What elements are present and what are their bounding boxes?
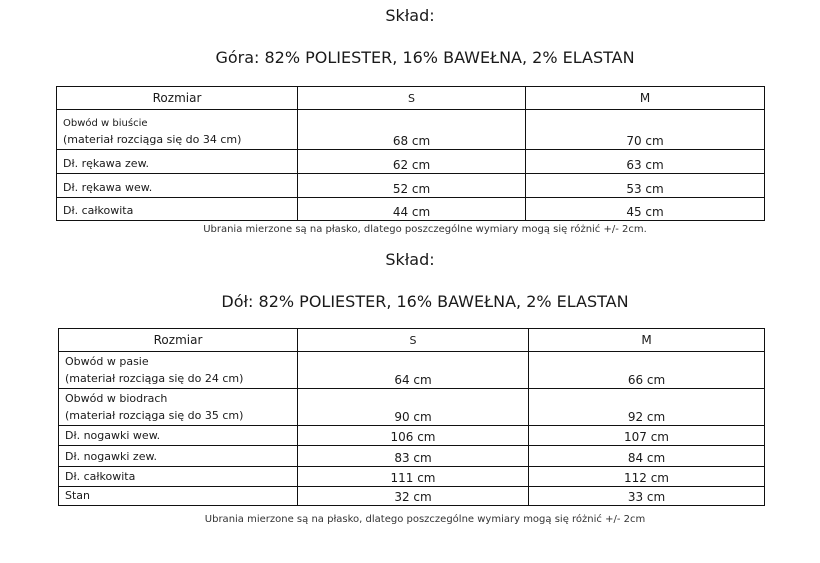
cell-s: 62 cm xyxy=(298,150,526,174)
table-row xyxy=(59,467,765,487)
top-heading: Skład: xyxy=(385,6,435,25)
row-label: Dł. rękawa wew. xyxy=(57,174,298,198)
cell-s: 68 cm xyxy=(298,110,526,150)
cell-s: 44 cm xyxy=(298,198,526,221)
row-label-line1: Obwód w biuście xyxy=(63,118,148,129)
column-header-s: S xyxy=(298,329,529,352)
row-label xyxy=(59,352,298,389)
table-row xyxy=(59,446,765,467)
column-header-size: Rozmiar xyxy=(59,329,298,352)
column-header-size: Rozmiar xyxy=(57,87,298,110)
cell-m: 66 cm xyxy=(529,352,765,389)
row-label: Dł. nogawki zew. xyxy=(59,446,298,467)
row-label: Dł. całkowita xyxy=(57,198,298,221)
table-header-row xyxy=(57,87,765,110)
cell-m: 45 cm xyxy=(526,198,765,221)
table-row xyxy=(57,174,765,198)
row-label: Dł. całkowita xyxy=(59,467,298,487)
cell-s: 111 cm xyxy=(298,467,529,487)
row-label: Dł. nogawki wew. xyxy=(59,426,298,446)
column-header-m: M xyxy=(529,329,765,352)
table-row xyxy=(59,426,765,446)
cell-m: 92 cm xyxy=(529,389,765,426)
cell-m: 107 cm xyxy=(529,426,765,446)
table-row xyxy=(57,110,765,150)
row-label-line1: Obwód w biodrach xyxy=(65,392,168,405)
cell-m: 70 cm xyxy=(526,110,765,150)
cell-s: 90 cm xyxy=(298,389,529,426)
column-header-m: M xyxy=(526,87,765,110)
table-header-row xyxy=(59,329,765,352)
row-label: Dł. rękawa zew. xyxy=(57,150,298,174)
bottom-size-table xyxy=(58,328,765,506)
row-label xyxy=(59,389,298,426)
row-label-line2: (materiał rozciąga się do 24 cm) xyxy=(65,372,244,385)
row-label: Stan xyxy=(59,487,298,506)
table-row xyxy=(59,389,765,426)
row-label-line1: Obwód w pasie xyxy=(65,355,149,368)
cell-s: 106 cm xyxy=(298,426,529,446)
row-label xyxy=(57,110,298,150)
cell-s: 64 cm xyxy=(298,352,529,389)
cell-m: 112 cm xyxy=(529,467,765,487)
bottom-composition: Dół: 82% POLIESTER, 16% BAWEŁNA, 2% ELASTAN xyxy=(221,292,629,311)
column-header-s: S xyxy=(298,87,526,110)
row-label-line2: (materiał rozciąga się do 34 cm) xyxy=(63,133,242,146)
bottom-heading: Skład: xyxy=(385,250,435,269)
table-row xyxy=(59,487,765,506)
cell-m: 33 cm xyxy=(529,487,765,506)
top-measurement-note: Ubrania mierzone są na płasko, dlatego poszczególne wymiary mogą się różnić +/- 2cm. xyxy=(203,224,647,235)
cell-s: 32 cm xyxy=(298,487,529,506)
cell-m: 53 cm xyxy=(526,174,765,198)
cell-m: 84 cm xyxy=(529,446,765,467)
table-row xyxy=(59,352,765,389)
table-row xyxy=(57,150,765,174)
row-label-line2: (materiał rozciąga się do 35 cm) xyxy=(65,409,244,422)
cell-s: 83 cm xyxy=(298,446,529,467)
top-size-table xyxy=(56,86,765,221)
bottom-measurement-note: Ubrania mierzone są na płasko, dlatego poszczególne wymiary mogą się różnić +/- 2cm xyxy=(204,514,646,525)
cell-m: 63 cm xyxy=(526,150,765,174)
table-row xyxy=(57,198,765,221)
top-composition: Góra: 82% POLIESTER, 16% BAWEŁNA, 2% ELASTAN xyxy=(215,48,635,67)
cell-s: 52 cm xyxy=(298,174,526,198)
